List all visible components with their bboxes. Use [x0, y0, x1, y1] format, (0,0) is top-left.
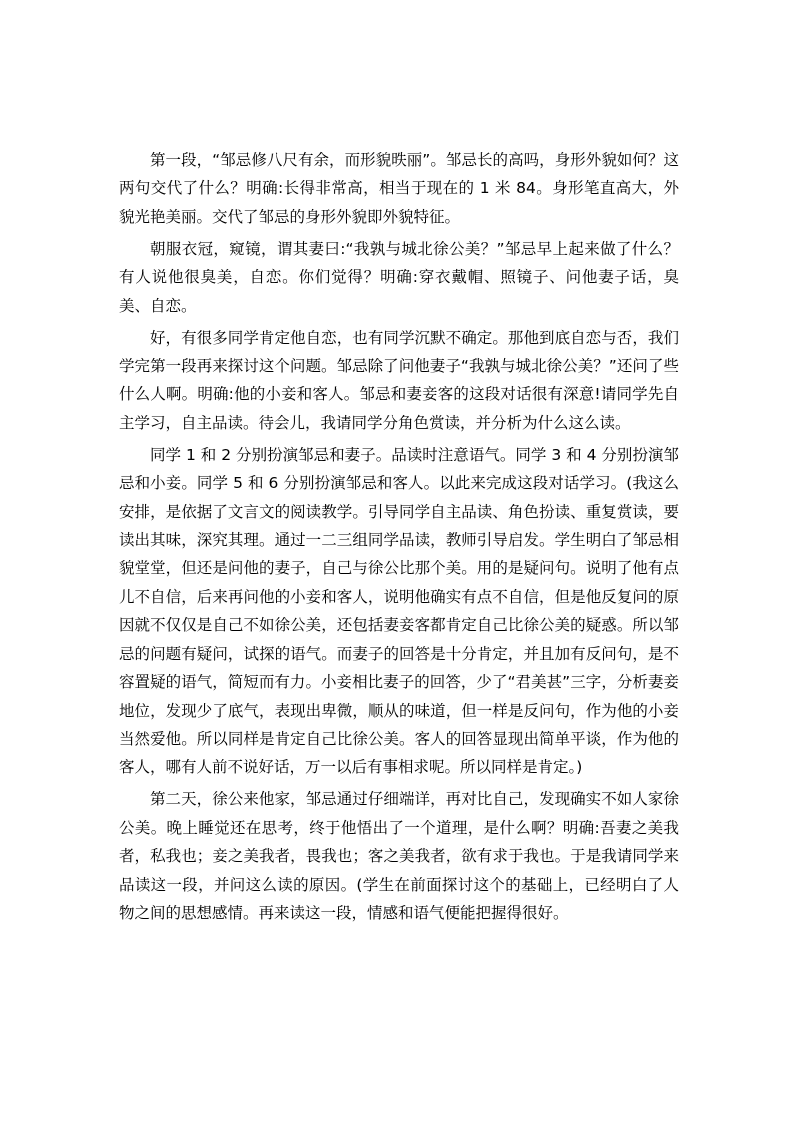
document-body	[119, 146, 679, 931]
paragraph-2: 朝服衣冠，窥镜，谓其妻曰:“我孰与城北徐公美？”邹忌早上起来做了什么？有人说他很臭美，自恋。你们觉得？明确:穿衣戴帽、照镜子、问他妻子话，臭美、自恋。	[119, 239, 679, 315]
paragraph-1: 第一段，“邹忌修八尺有余，而形貌昳丽”。邹忌长的高吗，身形外貌如何？这两句交代了什么？明确:长得非常高，相当于现在的 1 米 84。身形笔直高大，外貌光艳美丽。交代了邹忌的身形外貌即外貌特征。	[119, 151, 679, 226]
paragraph-5: 第二天，徐公来他家，邹忌通过仔细端详，再对比自己，发现确实不如人家徐公美。晚上睡觉还在思考，终于他悟出了一个道理，是什么啊？明确:吾妻之美我者，私我也；妾之美我者，畏我也；客之美我者，欲有求于我也。于是我请同学来品读这一段，并问这么读的原因。(学生在前面探讨这个的基础上，已经明白了人物之间的思想感情。再来读这一段，情感和语气便能把握得很好。	[119, 790, 679, 922]
paragraph-3: 好，有很多同学肯定他自恋，也有同学沉默不确定。那他到底自恋与否，我们学完第一段再来探讨这个问题。邹忌除了问他妻子“我孰与城北徐公美？”还问了些什么人啊。明确:他的小妾和客人。邹忌和妻妾客的这段对话很有深意!请同学先自主学习，自主品读。待会儿，我请同学分角色赏读，并分析为什么这么读。	[119, 328, 679, 432]
paragraph-4: 同学 1 和 2 分别扮演邹忌和妻子。品读时注意语气。同学 3 和 4 分别扮演邹忌和小妾。同学 5 和 6 分别扮演邹忌和客人。以此来完成这段对话学习。(我这么安排，是依据了文言文的阅读教学。引导同学自主品读、角色扮读、重复赏读，要读出其味，深究其理。通过一二三组同学品读，教师引导启发。学生明白了邹忌相貌堂堂，但还是问他的妻子，自己与徐公比那个美。用的是疑问句。说明了他有点儿不自信，后来再问他的小妾和客人，说明他确实有点不自信，但是他反复问的原因就不仅仅是自己不如徐公美，还包括妻妾客都肯定自己比徐公美的疑惑。所以邹忌的问题有疑问，试探的语气。而妻子的回答是十分肯定，并且加有反问句，是不容置疑的语气，简短而有力。小妾相比妻子的回答，少了“君美甚”三字，分析妻妾地位，发现少了底气，表现出卑微，顺从的味道，但一样是反问句，作为他的小妾当然爱他。所以同样是肯定自己比徐公美。客人的回答显现出简单平谈，作为他的客人，哪有人前不说好话，万一以后有事相求呢。所以同样是肯定。)	[119, 445, 679, 777]
